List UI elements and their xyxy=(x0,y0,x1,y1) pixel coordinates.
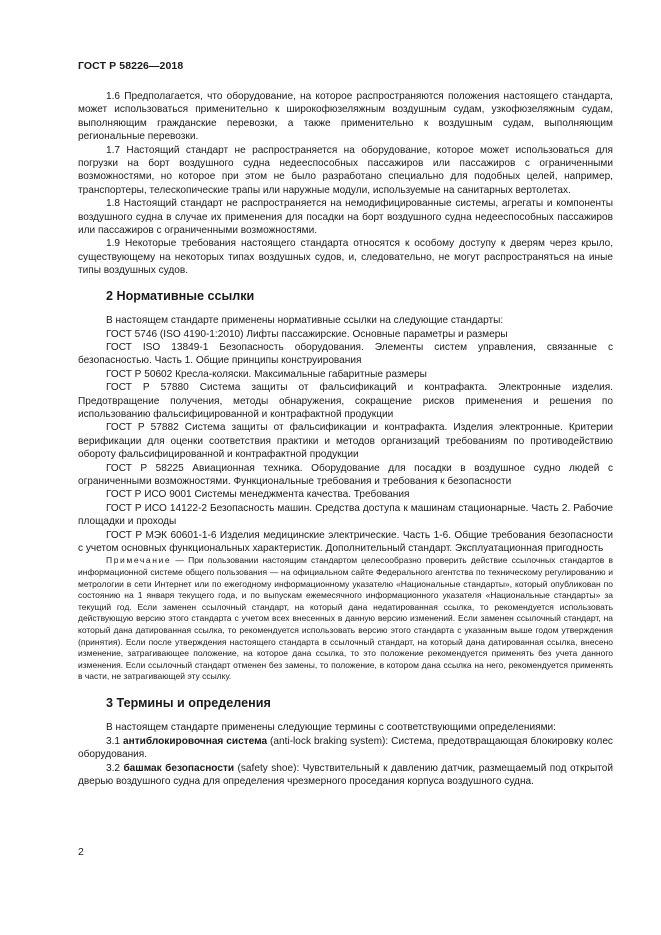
section-2-heading: 2 Нормативные ссылки xyxy=(106,288,255,303)
note-text: — При пользовании настоящим стандартом целесообразно проверить действие ссылочных стандартов в информационной системе общего пользования — на официальном сайте Федерального агентства по техническому регулированию и метрологии в сети Интернет или по ежегодному информационному указателю «Национальные стандарты», который опубликован по состоянию на 1 января текущего года, и по выпускам ежемесячного информационного указателя «Национальные стандарты» за текущий год. Если заменен ссылочный стандарт, на который дана недатированная ссылка, то рекомендуется использовать действующую версию этого стандарта с учетом всех внесенных в данную версию изменений. Если заменен ссылочный стандарт, на который дана датированная ссылка, то рекомендуется использовать версию этого стандарта с указанным выше годом утверждения (принятия). Если после утверждения настоящего стандарта в ссылочный стандарт, на который дана датированная ссылка, внесено изменение, затрагивающее положение, на которое дана ссылка, то это положение рекомендуется применять без учета данного изменения. Если ссылочный стандарт отменен без замены, то положение, в котором дана ссылка на него, рекомендуется применять в части, не затрагивающей эту ссылку. xyxy=(78,555,613,682)
page-content xyxy=(78,90,613,788)
term-number: 3.2 xyxy=(106,762,124,774)
term-name: антиблокировочная система xyxy=(123,735,268,747)
normative-intro: В настоящем стандарте применены нормативные ссылки на следующие стандарты: xyxy=(106,315,504,327)
normative-ref: ГОСТ ISO 13849-1 Безопасность оборудования. Элементы систем управления, связанные с безопасностью. Часть 1. Общие принципы конструирования xyxy=(78,341,613,367)
normative-ref: ГОСТ Р 57882 Система защиты от фальсификации и контрафакта. Изделия электронные. Критерии верификации для оценки соответствия практики и методов организаций требованиям по противодействию обороту фальсифицированной и контрафактной продукции xyxy=(78,422,613,461)
normative-ref: ГОСТ Р 50602 Кресла-коляски. Максимальные габаритные размеры xyxy=(106,368,427,380)
normative-ref: ГОСТ 5746 (ISO 4190-1:2010) Лифты пассажирские. Основные параметры и размеры xyxy=(106,328,508,340)
normative-ref: ГОСТ Р ИСО 14122-2 Безопасность машин. Средства доступа к машинам стационарные. Часть 2. Рабочие площадки и проходы xyxy=(78,502,613,528)
term-number: 3.1 xyxy=(106,735,123,747)
page-number: 2 xyxy=(78,846,84,858)
paragraph-1-8: 1.8 Настоящий стандарт не распространяется на немодифицированные системы, агрегаты и компоненты воздушного судна в случае их применения для посадки на борт воздушного судна недееспособных пассажиров или пассажиров с ограниченными возможностями. xyxy=(78,198,613,237)
normative-ref: ГОСТ Р ИСО 9001 Системы менеджмента качества. Требования xyxy=(106,489,410,501)
term-definition: (anti-lock braking system): Система, предотвращающая блокировку колес оборудования. xyxy=(78,735,613,761)
section-3-heading: 3 Термины и определения xyxy=(106,695,271,710)
normative-ref: ГОСТ Р 58225 Авиационная техника. Оборудование для посадки в воздушное судно людей с ограниченными возможностями. Функциональные требования и требования к безопасности xyxy=(78,462,613,487)
term-entry xyxy=(78,735,613,762)
normative-ref: ГОСТ Р МЭК 60601-1-6 Изделия медицинские электрические. Часть 1-6. Общие требования безопасности с учетом основных функциональных характеристик. Дополнительный стандарт. Эксплуатационная пригодность xyxy=(78,529,613,554)
paragraph-1-7: 1.7 Настоящий стандарт не распространяется на оборудование, которое может использоваться для погрузки на борт воздушного судна недееспособных пассажиров или пассажиров с ограниченными возможностями, но которое при этом не было разработано специально для подобных целей, например, транспортеры, телескопические трапы или наружные модули, используемые на санитарных вертолетах. xyxy=(78,144,613,196)
note-paragraph xyxy=(78,555,613,683)
term-name: башмак безопасности xyxy=(123,762,235,774)
document-header: ГОСТ Р 58226—2018 xyxy=(78,60,184,72)
term-entry xyxy=(78,762,613,789)
note-label: Примечание xyxy=(106,555,172,566)
terms-intro: В настоящем стандарте применены следующие термины с соответствующими определениями: xyxy=(106,722,556,734)
term-definition: (safety shoe): Чувствительный к давлению датчик, размещаемый под открытой дверью воздушного судна для определения чрезмерного проседания корпуса воздушного судна. xyxy=(78,762,613,787)
paragraph-1-6: 1.6 Предполагается, что оборудование, на которое распространяются положения настоящего стандарта, может использоваться применительно к широкофюзеляжным воздушным судам, узкофюзеляжным судам, выполняющим гражданские перевозки, а также применительно к воздушным судам, выполняющим региональные перевозки. xyxy=(78,91,613,143)
paragraph-1-9: 1.9 Некоторые требования настоящего стандарта относятся к особому доступу к дверям через крыло, существующему на некоторых типах воздушных судов, и, следовательно, не могут распространяться на иные типы воздушных судов. xyxy=(78,238,613,277)
normative-ref: ГОСТ Р 57880 Система защиты от фальсификаций и контрафакта. Электронные изделия. Предотвращение получения, методы обнаружения, сокращение рисков применения и решения по использованию фальсифицированной и контрафактной продукции xyxy=(78,382,613,420)
